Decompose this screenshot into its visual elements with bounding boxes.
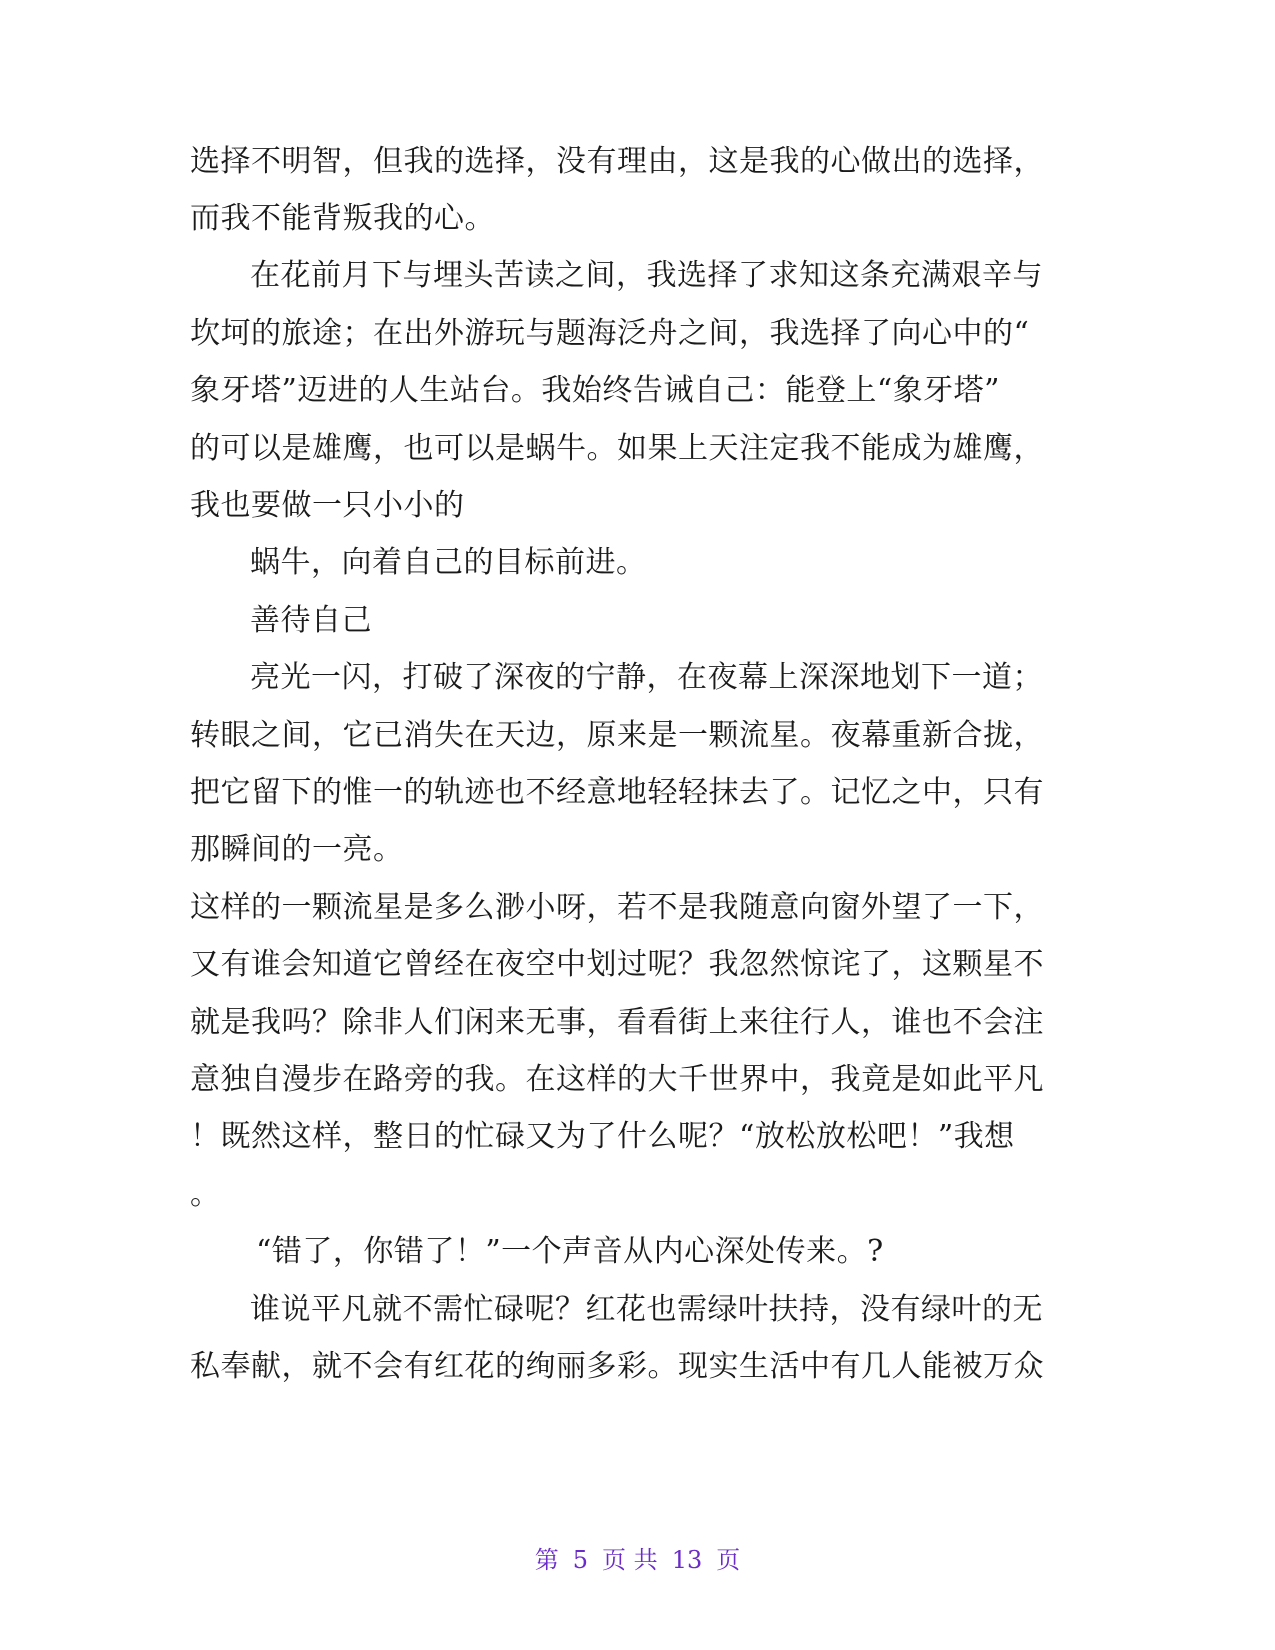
footer-suffix: 页 <box>716 1546 741 1574</box>
text-line: 那瞬间的一亮。 <box>190 832 404 867</box>
text-line: 意独自漫步在路旁的我。在这样的大千世界中，我竟是如此平凡 <box>190 1062 1044 1097</box>
text-line: 谁说平凡就不需忙碌呢？红花也需绿叶扶持，没有绿叶的无 <box>250 1292 1043 1327</box>
footer-page-number: 5 <box>572 1546 589 1574</box>
page-footer <box>0 1545 1275 1575</box>
footer-total-pages: 13 <box>671 1546 703 1574</box>
text-line: 在花前月下与埋头苦读之间，我选择了求知这条充满艰辛与 <box>250 258 1043 293</box>
text-line: 又有谁会知道它曾经在夜空中划过呢？我忽然惊诧了，这颗星不 <box>190 947 1044 982</box>
text-line: 选择不明智，但我的选择，没有理由，这是我的心做出的选择， <box>190 144 1044 179</box>
text-line: 这样的一颗流星是多么渺小呀，若不是我随意向窗外望了一下， <box>190 890 1044 925</box>
text-line: 转眼之间，它已消失在天边，原来是一颗流星。夜幕重新合拢， <box>190 718 1044 753</box>
footer-middle: 页 共 <box>602 1546 658 1574</box>
text-line: 私奉献，就不会有红花的绚丽多彩。现实生活中有几人能被万众 <box>190 1349 1044 1384</box>
text-line: ！既然这样，整日的忙碌又为了什么呢？“放松放松吧！”我想 <box>190 1119 1015 1154</box>
section-heading: 善待自己 <box>250 603 372 638</box>
text-line: 的可以是雄鹰，也可以是蜗牛。如果上天注定我不能成为雄鹰， <box>190 431 1044 466</box>
text-line: 坎坷的旅途；在出外游玩与题海泛舟之间，我选择了向心中的“ <box>190 316 1030 351</box>
text-line: 我也要做一只小小的 <box>190 488 465 523</box>
text-line: 亮光一闪，打破了深夜的宁静，在夜幕上深深地划下一道； <box>250 660 1043 695</box>
text-line: 而我不能背叛我的心。 <box>190 201 495 236</box>
text-line: 象牙塔”迈进的人生站台。我始终告诫自己：能登上“象牙塔” <box>190 373 1001 408</box>
text-line: 。 <box>190 1177 221 1212</box>
text-line: 蜗牛，向着自己的目标前进。 <box>250 545 647 580</box>
text-line: 把它留下的惟一的轨迹也不经意地轻轻抹去了。记忆之中，只有 <box>190 775 1044 810</box>
footer-prefix: 第 <box>534 1546 559 1574</box>
text-line: “错了，你错了！”一个声音从内心深处传来。? <box>256 1234 884 1269</box>
text-line: 就是我吗？除非人们闲来无事，看看街上来往行人，谁也不会注 <box>190 1005 1044 1040</box>
